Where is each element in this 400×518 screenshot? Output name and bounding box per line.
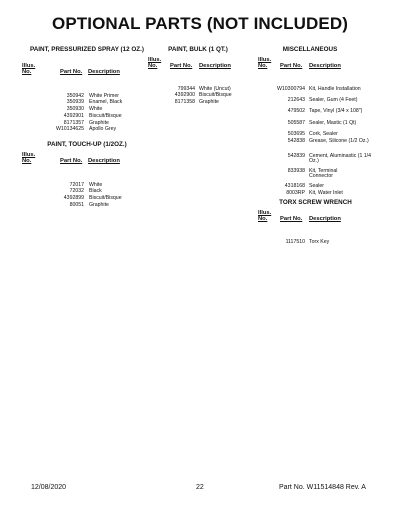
section-title: PAINT, PRESSURIZED SPRAY (12 OZ.) [30, 46, 144, 53]
section-pressurized-spray [22, 46, 162, 133]
parts-list [22, 93, 162, 134]
header-description: Description [309, 63, 341, 69]
footer-part-number: Part No. W11514848 Rev. A [279, 484, 366, 491]
table-row: 350930 White [66, 106, 103, 113]
header-description: Description [88, 69, 120, 75]
table-row: 833938 Kit, Terminal Connector [287, 167, 338, 180]
parts-list [148, 86, 258, 106]
table-row: 479502 Tape, Vinyl (3/4 x 108") [287, 108, 363, 114]
header-part-no: Part No. [60, 69, 83, 75]
table-row: 4392900 Biscuit/Bisque [174, 92, 232, 99]
table-row: 505587 Sealer, Mastic (1 Qt) [287, 119, 357, 126]
header-illus: Illus. No. [148, 56, 162, 69]
table-row: 503695 Cork, Sealer [287, 130, 338, 137]
table-row: 350939 Enamel, Black [66, 99, 123, 106]
header-description: Description [199, 63, 231, 69]
section-paint-bulk [148, 46, 258, 106]
section-miscellaneous [258, 46, 378, 197]
parts-list [258, 239, 378, 246]
table-header [148, 54, 258, 77]
table-row: 799344 White (Uncut) [177, 85, 231, 92]
table-row: 8171357 Graphite [63, 119, 109, 126]
parts-list [258, 86, 378, 197]
table-header [258, 54, 378, 77]
table-row: 8171358 Graphite [174, 99, 219, 106]
table-row: 4392899 Biscuit/Bisque [63, 195, 122, 202]
page-title: OPTIONAL PARTS (NOT INCLUDED) [52, 14, 348, 33]
table-row: 8003RP Kit, Water Inlet [286, 189, 343, 196]
footer-date: 12/08/2020 [31, 484, 67, 491]
section-title: PAINT, TOUCH-UP (1/2OZ.) [47, 141, 127, 148]
table-header [258, 207, 378, 227]
table-row: W10300794 Kit, Handle Installation [277, 85, 361, 92]
table-row: 4318168 Sealer [284, 183, 324, 189]
section-title: PAINT, BULK (1 QT.) [168, 46, 228, 53]
section-torx-screw-wrench [258, 199, 378, 245]
section-touch-up [22, 141, 162, 209]
table-row: 4392901 Biscuit/Bisque [63, 112, 122, 119]
header-description: Description [309, 216, 341, 222]
header-part-no: Part No. [60, 158, 83, 164]
table-row: 350942 White Primer [66, 92, 119, 99]
section-title: TORX SCREW WRENCH [279, 199, 352, 206]
table-row: 80051 Graphite [69, 201, 109, 208]
header-illus: Illus. No. [258, 209, 272, 222]
header-part-no: Part No. [170, 63, 193, 69]
table-row: 542838 Grease, Silicone (1/2 Oz.) [287, 137, 369, 144]
section-title: MISCELLANEOUS [282, 46, 338, 53]
table-row: 1117510 Torx Key [285, 238, 330, 245]
table-header [22, 54, 162, 77]
table-row: W10134625 Apollo Grey [56, 126, 117, 133]
table-row: 72032 Black [69, 188, 102, 195]
table-row: 542839 Cement, Aluminastic (1 1/4 Oz.) [287, 152, 371, 165]
header-illus: Illus. No. [22, 62, 36, 75]
parts-list [22, 182, 162, 209]
header-part-no: Part No. [280, 216, 303, 222]
header-description: Description [88, 158, 120, 164]
table-header [22, 149, 162, 169]
footer-page-number: 22 [196, 484, 204, 491]
header-part-no: Part No. [280, 63, 303, 69]
table-row: 212643 Sealer, Gum (4 Feet) [287, 97, 358, 103]
header-illus: Illus. No. [22, 151, 36, 164]
table-row: 72017 White [69, 181, 103, 188]
header-illus: Illus. No. [258, 56, 272, 69]
